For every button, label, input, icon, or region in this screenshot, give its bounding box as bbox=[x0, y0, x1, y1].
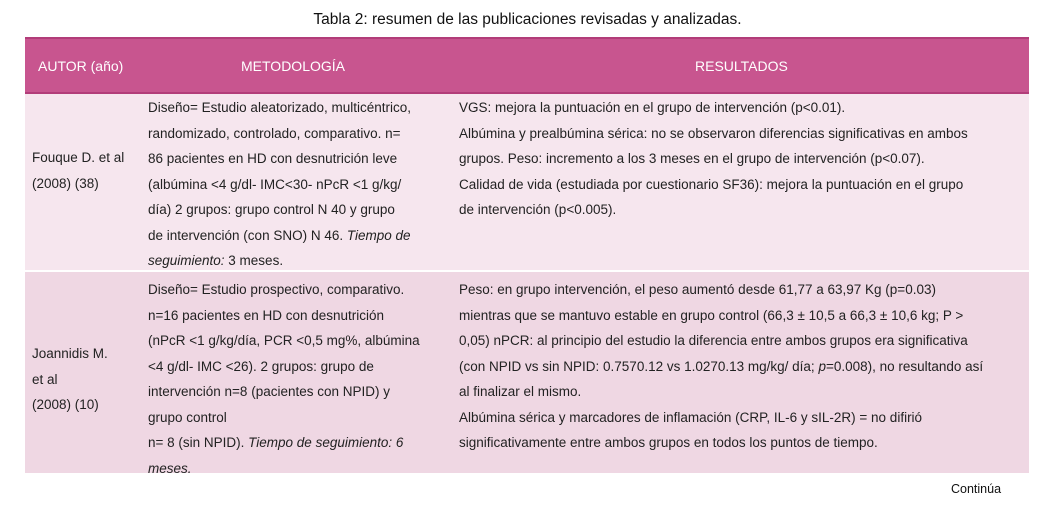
metodologia-cell bbox=[148, 277, 444, 481]
resultados-text: =0.008), no resultando así bbox=[825, 358, 984, 374]
metodologia-line: Diseño= Estudio prospectivo, comparativo. bbox=[148, 282, 405, 297]
metodologia-italic: seguimiento: bbox=[148, 253, 225, 268]
metodologia-italic: meses. bbox=[148, 460, 192, 476]
resultados-line: VGS: mejora la puntuación en el grupo de intervención (p<0.01). bbox=[459, 100, 846, 115]
metodologia-line: (albúmina <4 g/dl- IMC<30- nPcR <1 g/kg/ bbox=[148, 176, 402, 192]
metodologia-line: intervención n=8 (pacientes con NPID) y bbox=[148, 384, 390, 399]
metodologia-text: n= 8 (sin NPID). bbox=[148, 435, 249, 450]
metodologia-line bbox=[148, 223, 444, 249]
resultados-cell bbox=[459, 95, 1019, 223]
metodologia-italic: Tiempo de bbox=[346, 227, 411, 243]
autor-line: Joannidis M. bbox=[32, 346, 108, 361]
resultados-italic: p bbox=[818, 358, 826, 374]
metodologia-line: (nPcR <1 g/kg/día, PCR <0,5 mg%, albúmina bbox=[148, 333, 420, 348]
resultados-cell bbox=[459, 277, 1019, 456]
metodologia-line: n=16 pacientes en HD con desnutrición bbox=[148, 307, 385, 323]
resultados-line: 0,05) nPCR: al principio del estudio la diferencia entre ambos grupos era significativa bbox=[459, 333, 968, 348]
resultados-line: Albúmina y prealbúmina sérica: no se observaron diferencias significativas en ambos bbox=[459, 125, 968, 141]
resultados-line: Peso: en grupo intervención, el peso aumentó desde 61,77 a 63,97 Kg (p=0.03) bbox=[459, 282, 936, 297]
metodologia-text: de intervención (con SNO) N 46. bbox=[148, 227, 347, 243]
table-row bbox=[25, 94, 1029, 272]
metodologia-line bbox=[148, 430, 444, 456]
header-resultados: RESULTADOS bbox=[695, 57, 788, 74]
metodologia-line: Diseño= Estudio aleatorizado, multicéntrico, bbox=[148, 100, 412, 115]
header-metodologia: METODOLOGÍA bbox=[241, 57, 345, 74]
metodologia-line bbox=[148, 456, 444, 482]
resultados-line: al finalizar el mismo. bbox=[459, 384, 582, 399]
metodologia-text: 3 meses. bbox=[224, 253, 284, 268]
autor-line: (2008) (10) bbox=[32, 397, 99, 412]
table-caption: Tabla 2: resumen de las publicaciones revisadas y analizadas. bbox=[313, 11, 742, 28]
autor-line: et al bbox=[32, 371, 58, 387]
table-header bbox=[25, 37, 1029, 94]
autor-line: Fouque D. et al bbox=[32, 150, 125, 165]
metodologia-cell bbox=[148, 95, 444, 274]
resultados-line: de intervención (p<0.005). bbox=[459, 202, 617, 217]
resultados-line: Albúmina sérica y marcadores de inflamación (CRP, IL-6 y sIL-2R) = no difirió bbox=[459, 409, 923, 425]
table-row bbox=[25, 272, 1029, 475]
resultados-line: significativamente entre ambos grupos en todos los puntos de tiempo. bbox=[459, 435, 878, 450]
autor-cell bbox=[32, 145, 144, 196]
metodologia-line: grupo control bbox=[148, 409, 227, 425]
metodologia-italic: Tiempo de seguimiento: 6 bbox=[248, 435, 404, 450]
resultados-line: mientras que se mantuvo estable en grupo control (66,3 ± 10,5 a 66,3 ± 10,6 kg; P > bbox=[459, 307, 964, 323]
metodologia-line: 86 pacientes en HD con desnutrición leve bbox=[148, 151, 398, 166]
continued-note: Continúa bbox=[951, 482, 1002, 496]
metodologia-line: <4 g/dl- IMC <26). 2 grupos: grupo de bbox=[148, 358, 374, 374]
metodologia-line: día) 2 grupos: grupo control N 40 y grupo bbox=[148, 202, 395, 217]
metodologia-line bbox=[148, 248, 444, 274]
resultados-text: (con NPID vs sin NPID: 0.7570.12 vs 1.0270.13 mg/kg/ día; bbox=[459, 358, 819, 374]
summary-table bbox=[25, 37, 1029, 475]
autor-line: (2008) (38) bbox=[32, 175, 99, 191]
resultados-line: grupos. Peso: incremento a los 3 meses en el grupo de intervención (p<0.07). bbox=[459, 151, 925, 166]
resultados-line bbox=[459, 354, 1019, 380]
autor-cell bbox=[32, 341, 144, 418]
resultados-line: Calidad de vida (estudiada por cuestionario SF36): mejora la puntuación en el grupo bbox=[459, 176, 964, 192]
metodologia-line: randomizado, controlado, comparativo. n= bbox=[148, 125, 401, 141]
header-autor: AUTOR (año) bbox=[38, 57, 124, 74]
